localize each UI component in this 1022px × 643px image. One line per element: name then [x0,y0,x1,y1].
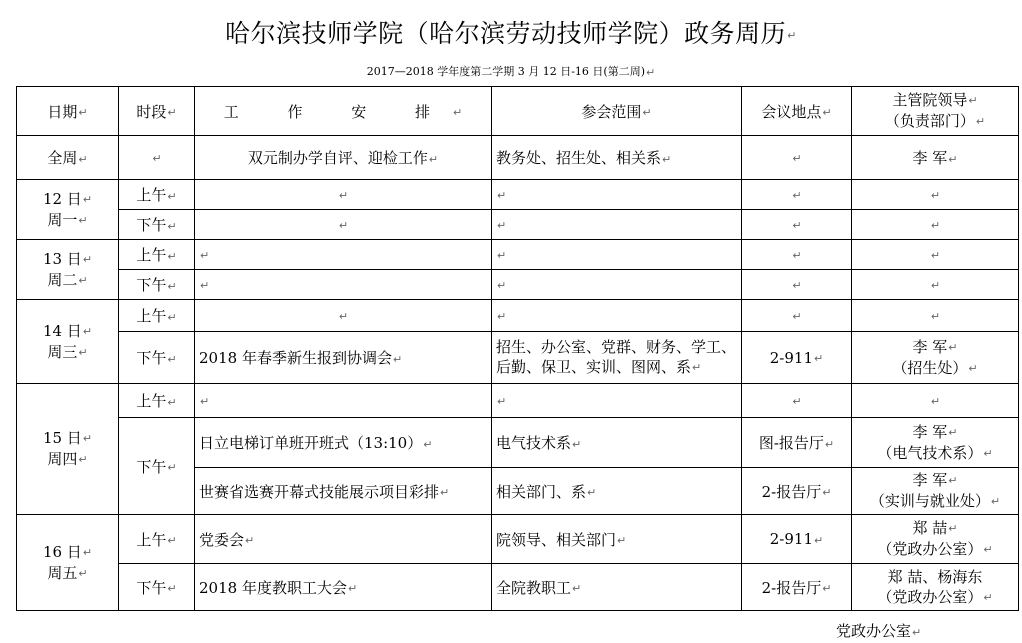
scope-cell: ↵ [492,180,742,210]
work-cell: ↵ [195,210,492,240]
period-pm: 下午↵ [119,210,195,240]
header-period: 时段↵ [119,87,195,136]
work-cell: ↵ [195,240,492,270]
place-cell: ↵ [742,136,852,180]
leader-cell: ↵ [852,300,1019,332]
document-title: 哈尔滨技师学院（哈尔滨劳动技师学院）政务周历↵ [225,19,797,48]
period-am: 上午↵ [119,180,195,210]
scope-cell: 教务处、招生处、相关系↵ [492,136,742,180]
place-cell: 2-911↵ [742,515,852,564]
place-cell: 2-报告厅↵ [742,564,852,611]
leader-cell: ↵ [852,210,1019,240]
leader-cell: ↵ [852,180,1019,210]
place-cell: ↵ [742,300,852,332]
footer-office: 党政办公室↵ [836,622,922,640]
table-row [17,418,1019,468]
empty-cell: ↵ [119,136,195,180]
leader-cell: 李 军↵ [852,136,1019,180]
scope-cell: ↵ [492,300,742,332]
table-row [17,270,1019,300]
table-row [17,515,1019,564]
place-cell: 2-911↵ [742,332,852,384]
place-cell: ↵ [742,384,852,418]
table-row [17,300,1019,332]
scope-cell: 相关部门、系↵ [492,468,742,515]
scope-cell: 招生、办公室、党群、财务、学工、 后勤、保卫、实训、图网、系↵ [492,332,742,384]
work-cell: 2018 年春季新生报到协调会↵ [195,332,492,384]
work-cell: ↵ [195,270,492,300]
scope-cell: ↵ [492,384,742,418]
table-row [17,136,1019,180]
leader-cell: ↵ [852,384,1019,418]
work-cell: ↵ [195,300,492,332]
work-cell: 党委会↵ [195,515,492,564]
scope-cell: 全院教职工↵ [492,564,742,611]
header-scope: 参会范围↵ [492,87,742,136]
schedule-table [16,86,1019,611]
place-cell: ↵ [742,210,852,240]
leader-cell: 李 军↵ （招生处）↵ [852,332,1019,384]
scope-cell: 院领导、相关部门↵ [492,515,742,564]
date-cell-thu: 15 日↵ 周四↵ [17,384,119,515]
table-row [17,564,1019,611]
place-cell: ↵ [742,270,852,300]
leader-cell: ↵ [852,240,1019,270]
leader-cell: 李 军↵ （电气技术系）↵ [852,418,1019,468]
leader-cell: 郑 喆、杨海东 （党政办公室）↵ [852,564,1019,611]
header-place: 会议地点↵ [742,87,852,136]
leader-cell: 李 军↵ （实训与就业处）↵ [852,468,1019,515]
period-pm: 下午↵ [119,418,195,515]
leader-cell: 郑 喆↵ （党政办公室）↵ [852,515,1019,564]
period-am: 上午↵ [119,515,195,564]
scope-cell: ↵ [492,240,742,270]
scope-cell: ↵ [492,270,742,300]
place-cell: 2-报告厅↵ [742,468,852,515]
whole-week-label: 全周↵ [17,136,119,180]
work-cell: ↵ [195,180,492,210]
table-row [17,332,1019,384]
work-cell: ↵ [195,384,492,418]
date-cell-wed: 14 日↵ 周三↵ [17,300,119,384]
date-cell-fri: 16 日↵ 周五↵ [17,515,119,611]
period-pm: 下午↵ [119,564,195,611]
date-cell-tue: 13 日↵ 周二↵ [17,240,119,300]
place-cell: ↵ [742,240,852,270]
period-pm: 下午↵ [119,332,195,384]
table-row [17,240,1019,270]
place-cell: 图-报告厅↵ [742,418,852,468]
work-cell: 2018 年度教职工大会↵ [195,564,492,611]
period-am: 上午↵ [119,300,195,332]
period-am: 上午↵ [119,240,195,270]
table-row [17,180,1019,210]
period-pm: 下午↵ [119,270,195,300]
work-cell: 世赛省选赛开幕式技能展示项目彩排↵ [195,468,492,515]
leader-cell: ↵ [852,270,1019,300]
period-am: 上午↵ [119,384,195,418]
header-leader: 主管院领导↵ （负责部门）↵ [852,87,1019,136]
scope-cell: 电气技术系↵ [492,418,742,468]
work-cell: 双元制办学自评、迎检工作↵ [195,136,492,180]
place-cell: ↵ [742,180,852,210]
header-row [17,87,1019,136]
header-date: 日期↵ [17,87,119,136]
table-row [17,384,1019,418]
header-work: 工 作 安 排↵ [195,87,492,136]
table-row [17,210,1019,240]
document-subtitle: 2017—2018 学年度第二学期 3 月 12 日-16 日(第二周)↵ [366,65,656,79]
scope-cell: ↵ [492,210,742,240]
date-cell-mon: 12 日↵ 周一↵ [17,180,119,240]
work-cell: 日立电梯订单班开班式（13:10）↵ [195,418,492,468]
